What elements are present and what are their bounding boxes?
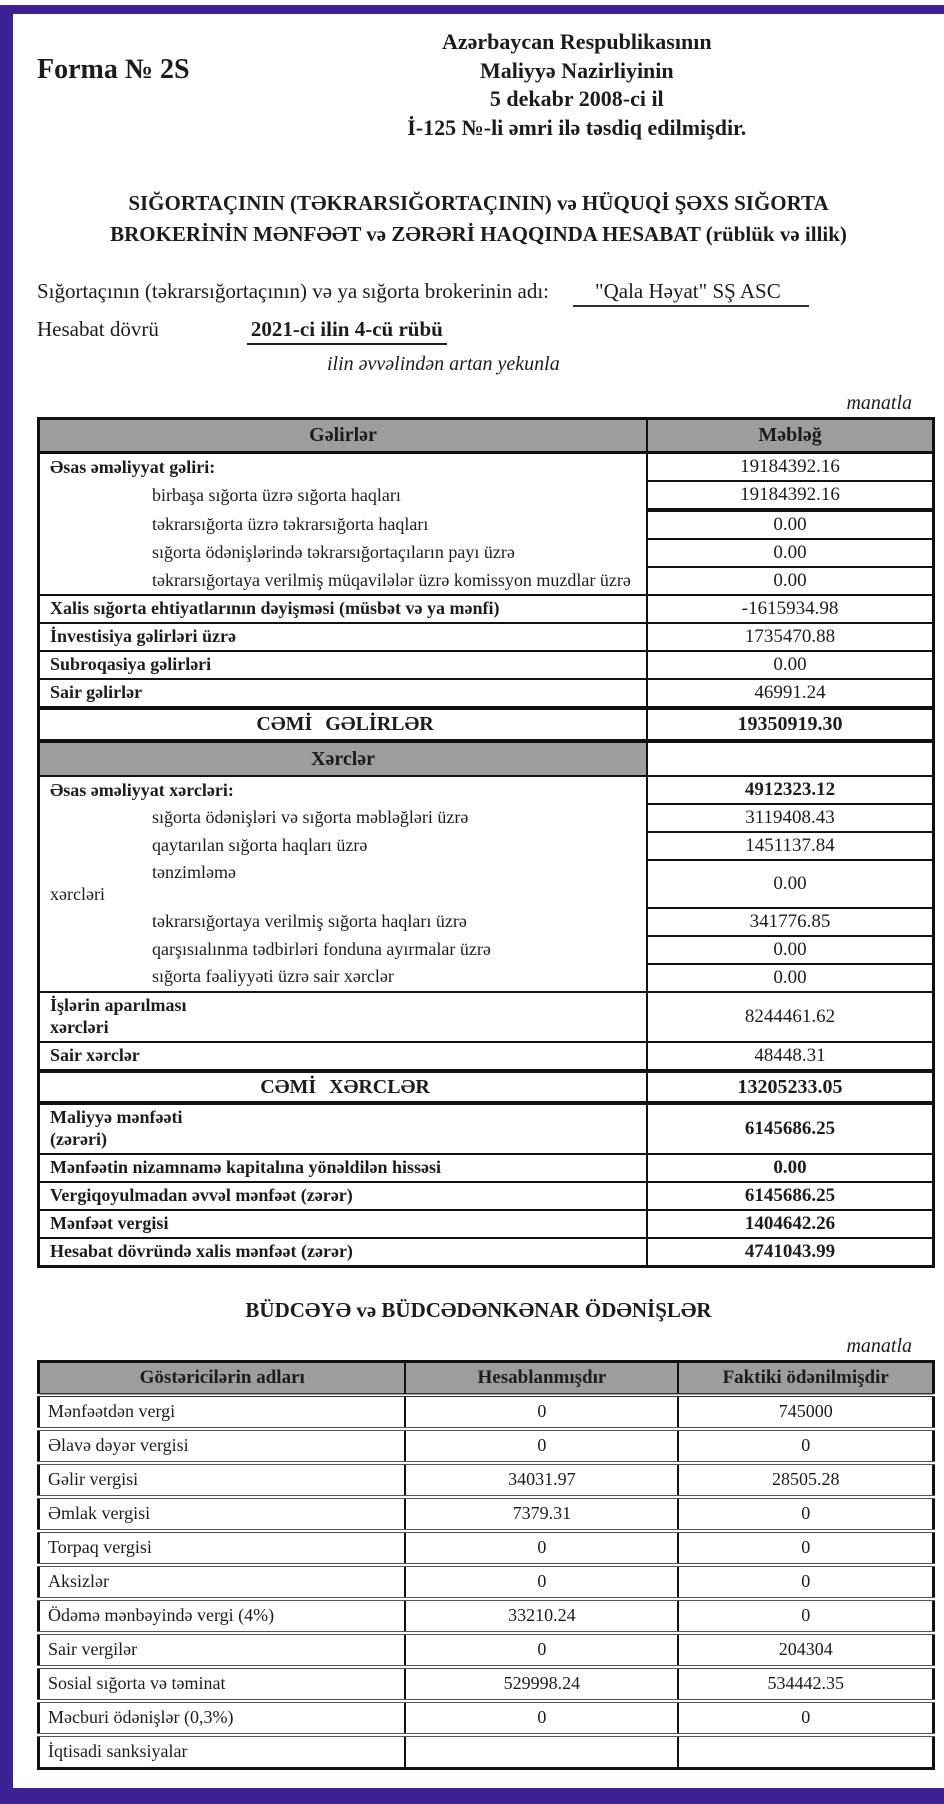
table-row — [39, 1565, 934, 1599]
form-number: Forma № 2S — [37, 54, 190, 85]
row-value: -1615934.98 — [647, 595, 933, 623]
section-header-cell: Xərclər — [39, 741, 648, 776]
table-row — [39, 567, 934, 595]
row-value: 341776.85 — [647, 908, 933, 936]
row-label: Hesabat dövründə xalis mənfəət (zərər) — [39, 1238, 648, 1267]
row-label: Sair gəlirlər — [39, 679, 648, 708]
table-row — [39, 1633, 934, 1667]
row-value: 0.00 — [647, 964, 933, 992]
income-expense-table-header-row — [39, 419, 934, 453]
table-row — [39, 741, 934, 776]
row-value: 13205233.05 — [647, 1071, 933, 1103]
table-row — [39, 1395, 934, 1429]
row-label: sığorta ödənişlərində təkrarsığortaçıların payı üzrə — [39, 539, 648, 567]
calculated-value: 0 — [405, 1565, 678, 1599]
table-row — [39, 1103, 934, 1154]
table-row — [39, 453, 934, 482]
calculated-value: 529998.24 — [405, 1667, 678, 1701]
row-label: İqtisadi sanksiyalar — [39, 1735, 406, 1769]
approval-line: Azərbaycan Respublikasının — [442, 29, 712, 54]
row-label: Sair vergilər — [39, 1633, 406, 1667]
row-value: 19350919.30 — [647, 708, 933, 740]
row-value: 0.00 — [647, 539, 933, 567]
row-value: 48448.31 — [647, 1042, 933, 1071]
table-row — [39, 679, 934, 708]
period-value: 2021-ci ilin 4-cü rübü — [247, 317, 447, 345]
row-label: birbaşa sığorta üzrə sığorta haqları — [39, 481, 648, 510]
row-label: qaytarılan sığorta haqları üzrə — [39, 832, 648, 860]
row-label: Əsas əməliyyat gəliri: — [39, 453, 648, 482]
table-row — [39, 1599, 934, 1633]
row-value: 6145686.25 — [647, 1182, 933, 1210]
row-value: 0.00 — [647, 651, 933, 679]
insurer-name-label: Sığortaçının (təkrarsığortaçının) və ya sığorta brokerinin adı: — [37, 279, 550, 304]
row-label: təkrarsığortaya verilmiş sığorta haqları üzrə — [39, 908, 648, 936]
approval-line: İ-125 №-li əmri ilə təsdiq edilmişdir. — [407, 114, 747, 140]
row-label: Gəlir vergisi — [39, 1463, 406, 1497]
table-row — [39, 1463, 934, 1497]
paid-value: 0 — [678, 1531, 933, 1565]
table-row — [39, 1701, 934, 1735]
row-label: qarşısıalınma tədbirləri fonduna ayırmalar üzrə — [39, 936, 648, 964]
row-value — [647, 741, 933, 776]
calculated-value: 0 — [405, 1531, 678, 1565]
table-row — [39, 1531, 934, 1565]
table-row — [39, 964, 934, 992]
report-title-line1: SIĞORTAÇININ (TƏKRARSIĞORTAÇININ) və HÜQUQİ ŞƏXS SIĞORTA — [128, 191, 829, 216]
table-row — [39, 1182, 934, 1210]
table-row — [39, 1667, 934, 1701]
table-row — [39, 860, 934, 908]
table-row — [39, 804, 934, 832]
row-label: CƏMİ XƏRCLƏR — [39, 1071, 648, 1103]
calculated-value: 0 — [405, 1633, 678, 1667]
table-row — [39, 1238, 934, 1267]
row-value: 19184392.16 — [647, 453, 933, 482]
row-label: İnvestisiya gəlirləri üzrə — [39, 623, 648, 651]
table-row — [39, 1497, 934, 1531]
report-title — [13, 188, 944, 249]
table-row — [39, 1042, 934, 1071]
income-expense-table — [37, 417, 935, 1268]
table-row — [39, 992, 934, 1042]
period-note: ilin əvvəlindən artan yekunla — [327, 353, 560, 376]
row-value: 4741043.99 — [647, 1238, 933, 1267]
calculated-value: 0 — [405, 1395, 678, 1429]
table-row — [39, 832, 934, 860]
paid-value: 28505.28 — [678, 1463, 933, 1497]
row-value: 4912323.12 — [647, 776, 933, 804]
report-title-line2: BROKERİNİN MƏNFƏƏT və ZƏRƏRİ HAQQINDA HESABAT (rüblük və illik) — [110, 221, 847, 246]
table-row — [39, 539, 934, 567]
amount-column-header: Məbləğ — [647, 419, 933, 453]
page-frame — [0, 5, 944, 1804]
row-label: Məcburi ödənişlər (0,3%) — [39, 1701, 406, 1735]
row-label: Ödəmə mənbəyində vergi (4%) — [39, 1599, 406, 1633]
approval-line: 5 dekabr 2008-ci il — [489, 86, 664, 112]
row-label: Mənfəətin nizamnamə kapitalına yönəldilən hissəsi — [39, 1154, 648, 1182]
insurer-name-line — [37, 279, 920, 307]
budget-table-body — [39, 1395, 934, 1769]
row-value: 6145686.25 — [647, 1103, 933, 1154]
table-row — [39, 510, 934, 539]
row-label: Mənfəət vergisi — [39, 1210, 648, 1238]
paid-value: 0 — [678, 1429, 933, 1463]
row-label: Sair xərclər — [39, 1042, 648, 1071]
table-row — [39, 623, 934, 651]
row-value: 19184392.16 — [647, 481, 933, 510]
calculated-value: 0 — [405, 1701, 678, 1735]
row-label: Əmlak vergisi — [39, 1497, 406, 1531]
currency-note-1: manatla — [846, 392, 912, 415]
table-row — [39, 595, 934, 623]
budget-section-title: BÜDCƏYƏ və BÜDCƏDƏNKƏNAR ÖDƏNİŞLƏR — [245, 1298, 712, 1323]
period-label: Hesabat dövrü — [37, 317, 159, 342]
currency-note-2: manatla — [846, 1335, 912, 1358]
paid-value — [678, 1735, 933, 1769]
insurer-name-value: "Qala Həyat" SŞ ASC — [573, 279, 809, 307]
row-label: Maliyyə mənfəəti (zərəri) — [39, 1103, 648, 1154]
paid-value: 0 — [678, 1497, 933, 1531]
budget-table-header-row — [39, 1362, 934, 1396]
row-label: Əsas əməliyyat xərcləri: — [39, 776, 648, 804]
paid-value: 534442.35 — [678, 1667, 933, 1701]
indicator-column-header: Göstəricilərin adları — [39, 1362, 406, 1396]
calculated-value: 34031.97 — [405, 1463, 678, 1497]
paid-value: 0 — [678, 1599, 933, 1633]
row-label: Əlavə dəyər vergisi — [39, 1429, 406, 1463]
table-row — [39, 1154, 934, 1182]
row-value: 8244461.62 — [647, 992, 933, 1042]
row-label: CƏMİ GƏLİRLƏR — [39, 708, 648, 740]
approval-line: Maliyyə Nazirliyinin — [479, 57, 674, 83]
table-row — [39, 1429, 934, 1463]
paid-value: 745000 — [678, 1395, 933, 1429]
row-label: Sosial sığorta və təminat — [39, 1667, 406, 1701]
row-label: Mənfəətdən vergi — [39, 1395, 406, 1429]
paid-value: 204304 — [678, 1633, 933, 1667]
row-label: təkrarsığortaya verilmiş müqavilələr üzrə komissyon muzdlar üzrə — [39, 567, 648, 595]
row-value: 0.00 — [647, 1154, 933, 1182]
row-label: Xalis sığorta ehtiyatlarının dəyişməsi (müsbət və ya mənfi) — [39, 595, 648, 623]
paid-value: 0 — [678, 1565, 933, 1599]
calculated-value: 33210.24 — [405, 1599, 678, 1633]
calculated-value: 7379.31 — [405, 1497, 678, 1531]
row-value: 0.00 — [647, 936, 933, 964]
row-value: 0.00 — [647, 510, 933, 539]
row-label: Torpaq vergisi — [39, 1531, 406, 1565]
row-value: 1451137.84 — [647, 832, 933, 860]
table-row — [39, 1210, 934, 1238]
row-label: sığorta fəaliyyəti üzrə sair xərclər — [39, 964, 648, 992]
paid-column-header: Faktiki ödənilmişdir — [678, 1362, 933, 1396]
row-value: 1404642.26 — [647, 1210, 933, 1238]
table-row — [39, 481, 934, 510]
row-value: 1735470.88 — [647, 623, 933, 651]
row-value: 46991.24 — [647, 679, 933, 708]
table-row — [39, 776, 934, 804]
row-label: tənzimləmə xərcləri — [39, 860, 648, 908]
table-row — [39, 1071, 934, 1103]
table-row — [39, 908, 934, 936]
row-value: 3119408.43 — [647, 804, 933, 832]
income-expense-table-body — [39, 453, 934, 1267]
table-row — [39, 708, 934, 740]
row-label: Vergiqoyulmadan əvvəl mənfəət (zərər) — [39, 1182, 648, 1210]
budget-table — [37, 1360, 935, 1770]
row-label: İşlərin aparılması xərcləri — [39, 992, 648, 1042]
calculated-value: 0 — [405, 1429, 678, 1463]
row-label: sığorta ödənişləri və sığorta məbləğləri üzrə — [39, 804, 648, 832]
table-row — [39, 1735, 934, 1769]
income-column-header: Gəlirlər — [39, 419, 648, 453]
table-row — [39, 936, 934, 964]
calculated-column-header: Hesablanmışdır — [405, 1362, 678, 1396]
row-label: təkrarsığorta üzrə təkrarsığorta haqları — [39, 510, 648, 539]
row-label: Subroqasiya gəlirləri — [39, 651, 648, 679]
paid-value: 0 — [678, 1701, 933, 1735]
period-line — [37, 317, 920, 345]
row-value: 0.00 — [647, 567, 933, 595]
row-value: 0.00 — [647, 860, 933, 908]
calculated-value — [405, 1735, 678, 1769]
approval-block — [190, 28, 914, 142]
report-info — [37, 279, 920, 376]
row-label: Aksizlər — [39, 1565, 406, 1599]
document-header — [13, 14, 944, 142]
table-row — [39, 651, 934, 679]
